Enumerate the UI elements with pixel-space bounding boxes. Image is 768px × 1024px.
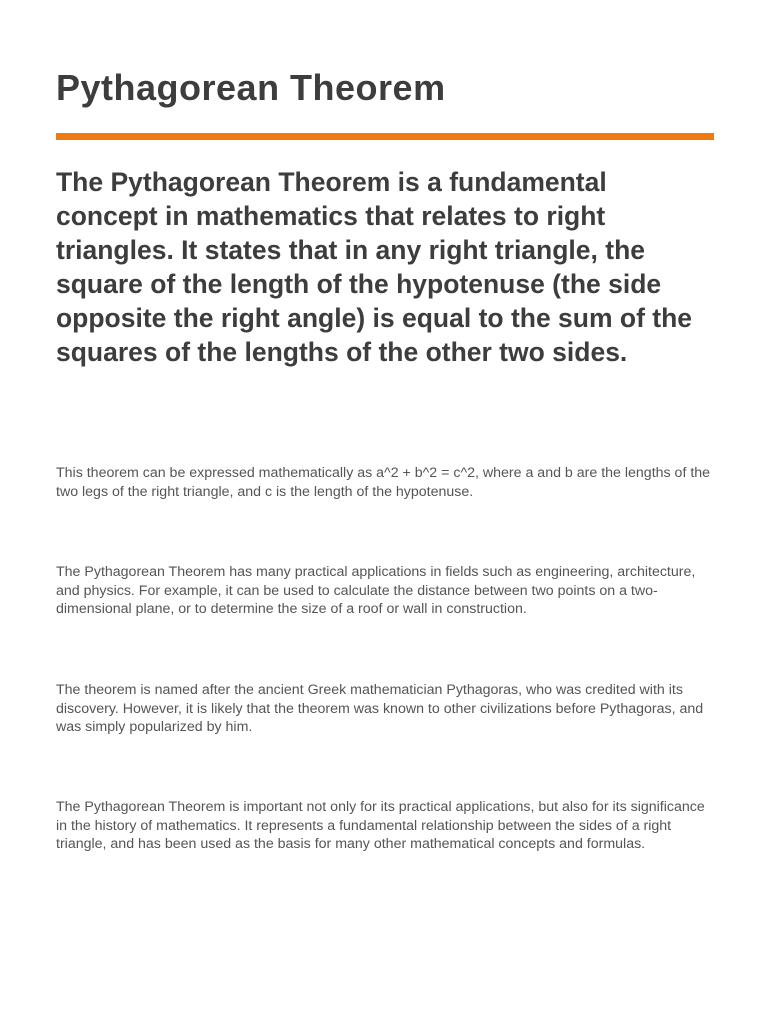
title-divider: [56, 133, 714, 140]
page-title: Pythagorean Theorem: [56, 67, 446, 108]
body-paragraph-applications: The Pythagorean Theorem has many practical applications in fields such as engineering, architecture, and physics. For example, it can be used to calculate the distance between two points on a two-dimensional plane, or to determine the size of a roof or wall in construction.: [56, 564, 696, 617]
body-paragraph-formula: This theorem can be expressed mathematically as a^2 + b^2 = c^2, where a and b are the lengths of the two legs of the right triangle, and c is the length of the hypotenuse.: [56, 465, 711, 500]
lead-paragraph: The Pythagorean Theorem is a fundamental concept in mathematics that relates to right triangles. It states that in any right triangle, the square of the length of the hypotenuse (the side opposite the right angle) is equal to the sum of the squares of the lengths of the other two sides.: [56, 167, 693, 367]
body-paragraph-significance: The Pythagorean Theorem is important not only for its practical applications, but also for its significance in the history of mathematics. It represents a fundamental relationship between the sides of a right triangle, and has been used as the basis for many other mathematical concepts and formulas.: [56, 799, 705, 852]
body-paragraph-history: The theorem is named after the ancient Greek mathematician Pythagoras, who was credited with its discovery. However, it is likely that the theorem was known to other civilizations before Pythagoras, and was simply popularized by him.: [56, 682, 704, 735]
